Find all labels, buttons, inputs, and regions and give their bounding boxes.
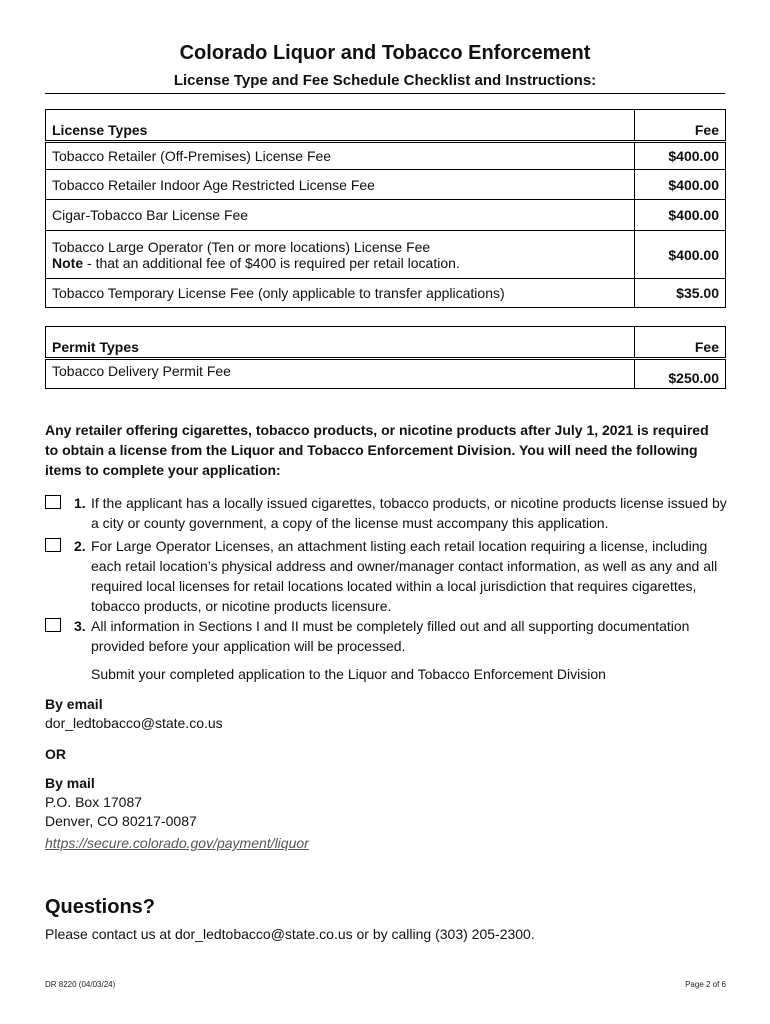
checklist-item-1	[45, 493, 735, 533]
fee-header: Fee	[635, 110, 726, 142]
mail-city: Denver, CO 80217-0087	[45, 813, 197, 829]
license-name: Cigar-Tobacco Bar License Fee	[46, 200, 635, 231]
table-row	[46, 200, 726, 231]
license-name-with-note	[46, 231, 635, 279]
table-header-row	[46, 110, 726, 142]
requirements-intro: Any retailer offering cigarettes, tobacco products, or nicotine products after July 1, 2021 is required to obtain a license from the Liquor and Tobacco Enforcement Division. You will need the following items to complete your application:	[45, 422, 709, 478]
payment-link[interactable]: https://secure.colorado.gov/payment/liquor	[45, 835, 309, 851]
checklist-item-3	[45, 616, 735, 656]
permit-fee-table	[45, 326, 726, 389]
license-fee-table	[45, 109, 726, 308]
table-header-row	[46, 327, 726, 359]
item-number: 3.	[74, 618, 86, 634]
checklist-checkbox-2[interactable]	[45, 538, 61, 552]
item-text: For Large Operator Licenses, an attachment listing each retail location requiring a license, including each retail location’s physical address and owner/manager contact information, as well as any and all required local licenses for retail locations located within a local jurisdiction that requires cigarettes, tobacco products, or nicotine products licensure.	[91, 538, 718, 614]
item-number: 1.	[74, 495, 86, 511]
license-types-header: License Types	[46, 110, 635, 142]
email-label: By email	[45, 696, 103, 712]
permit-name: Tobacco Delivery Permit Fee	[46, 359, 635, 389]
note-text: - that an additional fee of $400 is required per retail location.	[83, 254, 460, 271]
item-text: If the applicant has a locally issued cigarettes, tobacco products, or nicotine products license issued by a city or county government, a copy of the license must accompany this application.	[91, 495, 727, 531]
checklist-checkbox-3[interactable]	[45, 618, 61, 632]
license-fee: $400.00	[635, 170, 726, 200]
mail-po-box: P.O. Box 17087	[45, 794, 143, 810]
license-name: Tobacco Large Operator (Ten or more locations) License Fee	[52, 238, 431, 255]
questions-contact: Please contact us at dor_ledtobacco@state.co.us or by calling (303) 205-2300.	[45, 926, 535, 942]
or-separator: OR	[45, 746, 66, 762]
fee-header: Fee	[635, 327, 726, 359]
license-note	[52, 255, 628, 271]
license-fee: $400.00	[635, 142, 726, 170]
table-row	[46, 279, 726, 308]
page-subtitle: License Type and Fee Schedule Checklist and Instructions:	[173, 72, 597, 89]
item-text: All information in Sections I and II must be completely filled out and all supporting documentation provided before your application will be processed.	[91, 618, 690, 654]
checklist-checkbox-1[interactable]	[45, 495, 61, 509]
email-address: dor_ledtobacco@state.co.us	[45, 715, 223, 731]
checklist-item-2	[45, 536, 735, 616]
license-fee: $400.00	[635, 231, 726, 279]
submit-instructions: Submit your completed application to the Liquor and Tobacco Enforcement Division	[91, 666, 606, 682]
questions-heading: Questions?	[45, 896, 156, 918]
license-name: Tobacco Retailer Indoor Age Restricted License Fee	[46, 170, 635, 200]
note-label: Note	[52, 254, 84, 271]
page-title: Colorado Liquor and Tobacco Enforcement	[179, 42, 591, 64]
license-fee: $400.00	[635, 200, 726, 231]
table-row	[46, 142, 726, 170]
license-name: Tobacco Retailer (Off-Premises) License Fee	[46, 142, 635, 170]
table-row	[46, 231, 726, 279]
mail-label: By mail	[45, 775, 95, 791]
item-number: 2.	[74, 538, 86, 554]
permit-fee: $250.00	[635, 359, 726, 389]
table-row	[46, 170, 726, 200]
form-id: DR 8220 (04/03/24)	[45, 980, 116, 989]
table-row	[46, 359, 726, 389]
license-name: Tobacco Temporary License Fee (only applicable to transfer applications)	[46, 279, 635, 308]
permit-types-header: Permit Types	[46, 327, 635, 359]
title-divider	[45, 93, 725, 94]
license-fee: $35.00	[635, 279, 726, 308]
page-number: Page 2 of 6	[685, 980, 726, 989]
